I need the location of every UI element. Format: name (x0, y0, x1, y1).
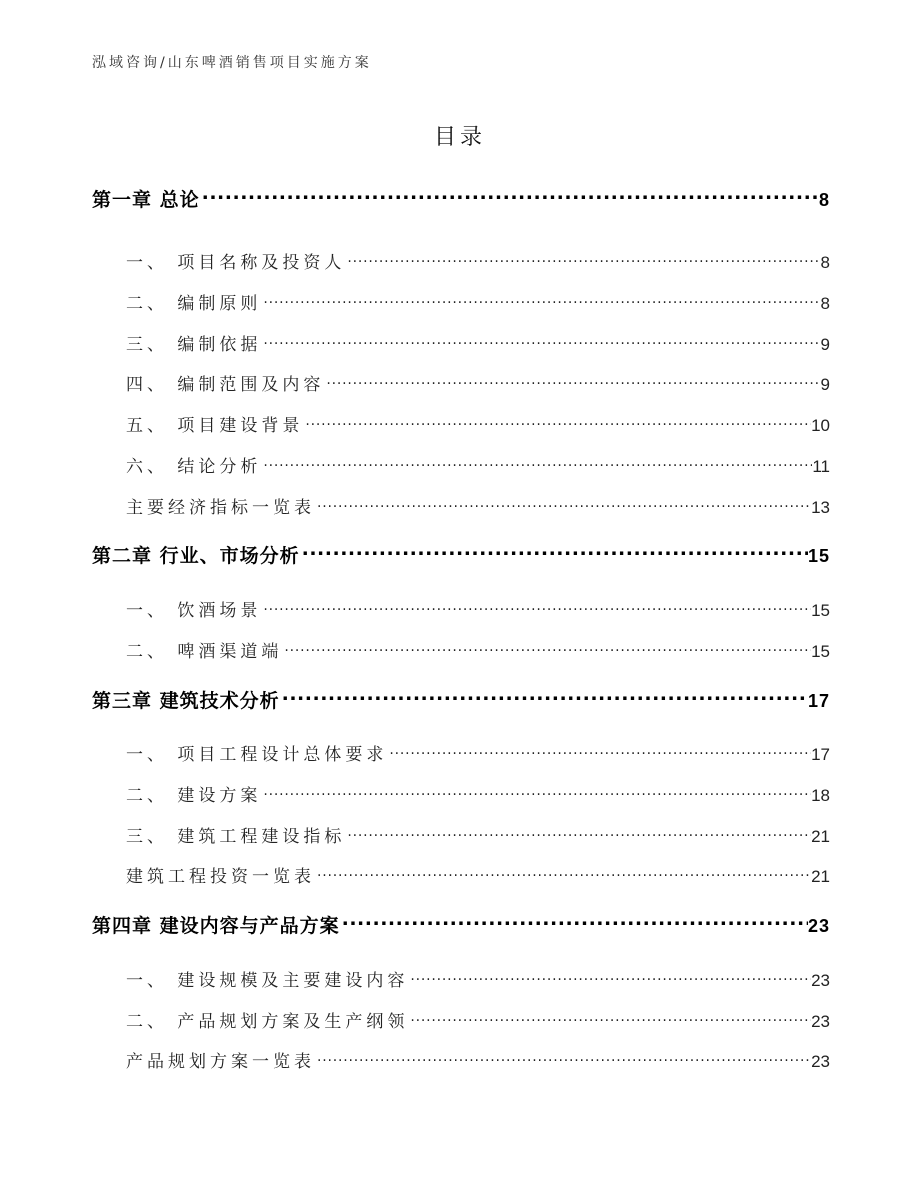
toc-page: 9 (820, 335, 830, 354)
toc-label: 二、 产品规划方案及生产纲领 (126, 1012, 409, 1032)
toc-label: 一、 饮酒场景 (126, 601, 262, 621)
toc-label: 二、 建设方案 (126, 786, 262, 806)
toc-section[interactable] (92, 330, 830, 355)
toc-chapter-3[interactable] (92, 686, 830, 713)
toc-table-entry[interactable] (92, 493, 830, 518)
toc-section[interactable] (92, 596, 830, 621)
leader-dots (410, 1010, 811, 1027)
leader-dots (263, 455, 812, 472)
toc-label: 一、 项目名称及投资人 (126, 253, 346, 273)
toc-page: 15 (811, 642, 830, 661)
leader-dots (389, 743, 811, 760)
leader-dots (202, 187, 819, 206)
toc-label: 一、 项目工程设计总体要求 (126, 745, 388, 765)
toc-chapter-2[interactable] (92, 541, 830, 568)
toc-page: 17 (811, 745, 830, 764)
toc-table-entry[interactable] (92, 1047, 830, 1072)
toc-label: 第二章 行业、市场分析 (92, 545, 300, 567)
toc-section[interactable] (92, 966, 830, 991)
toc-page: 8 (820, 294, 830, 313)
toc-page: 11 (812, 457, 830, 476)
toc-page: 23 (811, 971, 830, 990)
leader-dots (317, 865, 811, 882)
running-header: 泓域咨询/山东啤酒销售项目实施方案 (92, 55, 372, 71)
toc-page: 9 (820, 375, 830, 394)
toc-section[interactable] (92, 370, 830, 395)
toc-label: 六、 结论分析 (126, 457, 262, 477)
toc-section[interactable] (92, 822, 830, 847)
leader-dots (284, 640, 811, 657)
toc-section[interactable] (92, 1007, 830, 1032)
leader-dots (282, 688, 808, 707)
toc-page: 10 (811, 416, 830, 435)
toc-page: 8 (818, 190, 830, 210)
leader-dots (347, 251, 820, 268)
toc-chapter-1[interactable] (92, 185, 830, 212)
leader-dots (302, 543, 808, 562)
toc-label: 建筑工程投资一览表 (126, 867, 315, 887)
toc-label: 产品规划方案一览表 (126, 1052, 315, 1072)
toc-label: 第三章 建筑技术分析 (92, 690, 280, 712)
toc-section[interactable] (92, 740, 830, 765)
leader-dots (317, 496, 811, 513)
toc-section[interactable] (92, 452, 830, 477)
toc-label: 三、 编制依据 (126, 335, 262, 355)
toc-page: 13 (811, 498, 830, 517)
toc-table-entry[interactable] (92, 862, 830, 887)
toc-page: 23 (811, 1012, 830, 1031)
toc-page: 21 (811, 867, 830, 886)
toc-page: 21 (811, 827, 830, 846)
toc-label: 主要经济指标一览表 (126, 498, 315, 518)
toc-section[interactable] (92, 248, 830, 273)
leader-dots (410, 969, 811, 986)
toc-section[interactable] (92, 637, 830, 662)
toc-section[interactable] (92, 781, 830, 806)
toc-section[interactable] (92, 411, 830, 436)
toc-section[interactable] (92, 289, 830, 314)
toc-label: 一、 建设规模及主要建设内容 (126, 971, 409, 991)
toc-page: 18 (811, 786, 830, 805)
toc-label: 四、 编制范围及内容 (126, 375, 325, 395)
toc-page: 23 (807, 916, 830, 936)
toc-page: 15 (811, 601, 830, 620)
toc-page: 8 (820, 253, 830, 272)
leader-dots (347, 825, 811, 842)
leader-dots (305, 414, 811, 431)
leader-dots (263, 292, 820, 309)
toc-page: 15 (807, 546, 830, 566)
toc-label: 第四章 建设内容与产品方案 (92, 915, 340, 937)
toc-label: 第一章 总论 (92, 189, 200, 211)
toc-label: 五、 项目建设背景 (126, 416, 304, 436)
leader-dots (326, 373, 820, 390)
leader-dots (263, 784, 811, 801)
leader-dots (342, 913, 808, 932)
leader-dots (263, 333, 820, 350)
page-title: 目录 (433, 125, 486, 150)
toc-label: 三、 建筑工程建设指标 (126, 827, 346, 847)
leader-dots (317, 1050, 811, 1067)
toc-page: 17 (807, 691, 830, 711)
toc-page: 23 (811, 1052, 830, 1071)
toc-chapter-4[interactable] (92, 911, 830, 938)
leader-dots (263, 599, 811, 616)
toc-label: 二、 啤酒渠道端 (126, 642, 283, 662)
toc-label: 二、 编制原则 (126, 294, 262, 314)
